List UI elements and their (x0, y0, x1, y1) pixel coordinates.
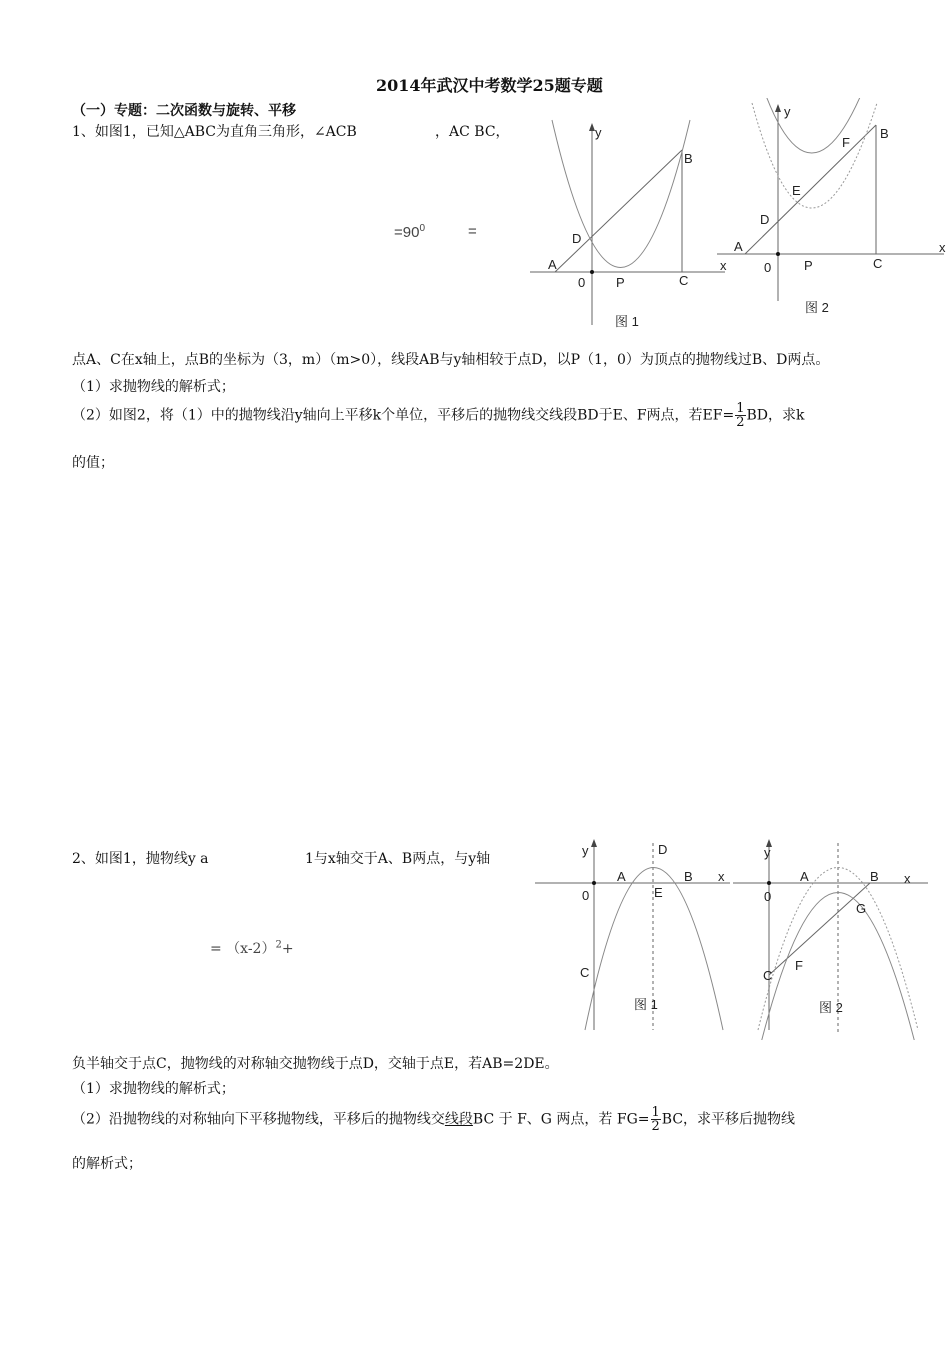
q2-figure-2 (728, 835, 944, 1040)
caption: 图 1 (615, 314, 639, 329)
label-x: x (720, 258, 727, 273)
label-c: C (679, 273, 689, 288)
label-o: 0 (582, 888, 590, 903)
q1-line1: 1、如图1，已知△ABC为直角三角形，∠ACB (72, 124, 357, 140)
label-c: C (763, 968, 773, 983)
line-ab (745, 125, 876, 254)
label-o: 0 (764, 260, 772, 275)
q2-formula: = $(x-2)^2+$ (210, 939, 294, 957)
label-o: 0 (578, 275, 586, 290)
label-d: D (658, 842, 668, 857)
q2-figure-1 (530, 835, 735, 1035)
label-o: 0 (764, 889, 772, 904)
q2-line1-a: 2、如图1，抛物线y a (72, 851, 209, 867)
label-b: B (880, 126, 889, 141)
q2-line1-b: 1与x轴交于A、B两点，与y轴 (305, 851, 491, 867)
section-heading: （一）专题：二次函数与旋转、平移 (72, 103, 296, 119)
page-title: 2014年武汉中考数学25题专题 (376, 76, 603, 95)
label-e: E (792, 183, 801, 198)
q1-angle-formula: $=90^0$ (394, 223, 426, 241)
label-e: E (654, 885, 663, 900)
q2-part2: （2）沿抛物线的对称轴向下平移抛物线，平移后的抛物线交线段BC 于 F、G 两点，若 FG= $\frac{1}{2}$ BC，求平移后抛物线 (72, 1105, 796, 1134)
label-a: A (548, 257, 557, 272)
label-f: F (795, 958, 803, 973)
label-a: A (734, 239, 743, 254)
label-y: y (764, 845, 771, 860)
label-a: A (800, 869, 809, 884)
label-c: C (580, 965, 590, 980)
q2-part2-end: 的解析式； (72, 1156, 142, 1172)
caption: 图 2 (819, 1000, 843, 1015)
q1-part2-end: 的值； (72, 455, 114, 471)
q2-part1: （1）求抛物线的解析式； (72, 1081, 235, 1097)
q1-line1-tail: ，AC BC， (435, 124, 510, 140)
q1-part1: （1）求抛物线的解析式； (72, 379, 235, 395)
fraction-half: $\frac{1}{2}$ (651, 1105, 660, 1134)
label-p: P (616, 275, 625, 290)
label-g: G (856, 901, 867, 916)
label-b: B (684, 151, 693, 166)
shifted-parabola (752, 98, 877, 153)
label-p: P (804, 258, 813, 273)
q1-figure-2 (712, 98, 948, 320)
caption: 图 1 (634, 997, 658, 1012)
label-x: x (904, 871, 911, 886)
label-b: B (870, 869, 879, 884)
caption: 图 2 (805, 300, 829, 315)
label-f: F (842, 135, 850, 150)
q2-line2: 负半轴交于点C，抛物线的对称轴交抛物线于点D，交轴于点E，若AB=2DE。 (72, 1056, 559, 1072)
original-parabola (752, 103, 877, 208)
q1-line2: 点A、C在x轴上，点B的坐标为（3，m）（m>0），线段AB与y轴相较于点D，以P（1，0）为顶点的抛物线过B、D两点。 (72, 352, 830, 368)
label-y: y (784, 104, 791, 119)
label-y: y (582, 843, 589, 858)
label-d: D (572, 231, 582, 246)
label-a: A (617, 869, 626, 884)
line-bc (769, 883, 870, 975)
label-x: x (939, 240, 946, 255)
label-b: B (684, 869, 693, 884)
q1-eq-formula: = (468, 223, 477, 240)
q1-part2: （2）如图2，将（1）中的抛物线沿y轴向上平移k个单位，平移后的抛物线交线段BD于E、F两点，若EF= $\frac{1}{2}$ BD，求k (72, 401, 805, 430)
label-d: D (760, 212, 770, 227)
fraction-half: $\frac{1}{2}$ (736, 401, 745, 430)
label-x: x (718, 869, 725, 884)
label-c: C (873, 256, 883, 271)
label-y: y (595, 125, 602, 140)
q1-figure-1 (520, 115, 730, 335)
